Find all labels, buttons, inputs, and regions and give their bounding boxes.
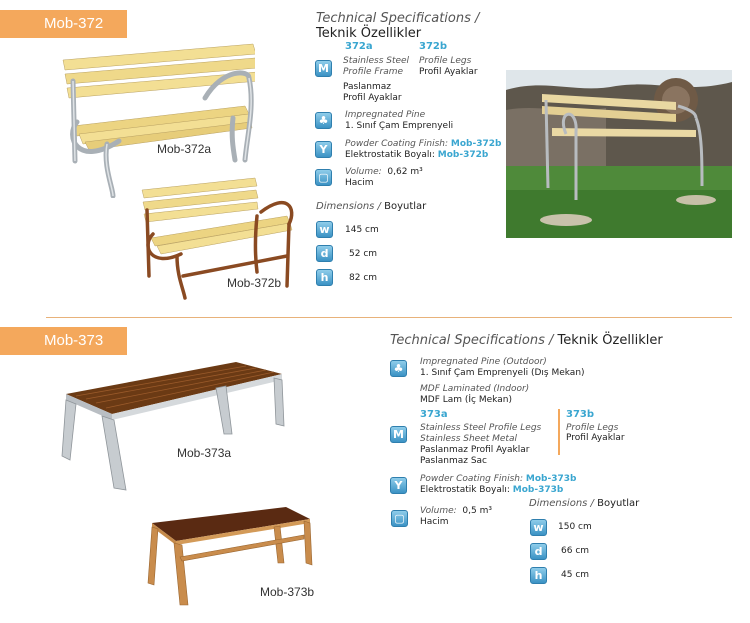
- frame-en-2: Profile Frame: [343, 67, 404, 77]
- powder-en: Powder Coating Finish:: [345, 139, 449, 149]
- steel-en-2: Stainless Sheet Metal: [420, 434, 517, 444]
- bench-372b-label: Mob-372b: [227, 276, 282, 290]
- volume-373-en: Volume:: [420, 506, 457, 516]
- dims-heading: [316, 201, 426, 213]
- powder-373-en-line: [420, 474, 576, 485]
- legs-373-en: Profile Legs: [566, 423, 619, 433]
- pine-en: Impregnated Pine: [345, 110, 426, 120]
- powder-373-tr: Elektrostatik Boyalı:: [420, 485, 510, 495]
- section-separator: [46, 317, 732, 318]
- mdf-en: MDF Laminated (Indoor): [420, 384, 530, 394]
- col-372a: 372a: [345, 41, 373, 52]
- volume-373-line: [420, 506, 492, 517]
- spec-heading-en: Technical Specifications /: [316, 11, 480, 26]
- pine-tree-icon: ♣: [315, 112, 332, 129]
- powder-code-2: Mob-372b: [437, 150, 489, 160]
- pine-373-tr: 1. Sınıf Çam Emprenyeli (Dış Mekan): [420, 368, 585, 378]
- bench-372a-image: [55, 36, 255, 198]
- powder-en-line: [345, 139, 501, 150]
- frame-icon: M: [390, 426, 407, 443]
- spec-heading-373-en: Technical Specifications /: [390, 333, 554, 348]
- depth-icon: d: [530, 543, 547, 560]
- powder-tr-line: [345, 150, 488, 161]
- bench-372-outdoor-photo: [506, 70, 732, 238]
- dims-373-heading: [529, 498, 639, 510]
- col-372b: 372b: [419, 41, 448, 52]
- height-373-value: 45 cm: [561, 570, 590, 580]
- powder-373-en: Powder Coating Finish:: [420, 474, 524, 484]
- pine-tree-icon: ♣: [390, 360, 407, 377]
- frame-en: Stainless Steel: [343, 56, 410, 66]
- spec-heading-373-tr: Teknik Özellikler: [557, 333, 663, 348]
- width-373-value: 150 cm: [558, 522, 592, 532]
- legs-tr: Profil Ayaklar: [419, 67, 478, 77]
- frame-icon: M: [315, 60, 332, 77]
- steel-tr: Paslanmaz Profil Ayaklar: [420, 445, 530, 455]
- depth-value: 52 cm: [349, 249, 378, 259]
- mdf-tr: MDF Lam (İç Mekan): [420, 395, 512, 405]
- height-value: 82 cm: [349, 273, 378, 283]
- powder-373-tr-line: [420, 485, 563, 496]
- width-icon: w: [530, 519, 547, 536]
- dims-tr: Boyutlar: [384, 201, 427, 212]
- pine-tr: 1. Sınıf Çam Emprenyeli: [345, 121, 454, 131]
- volume-373-tr: Hacim: [420, 517, 449, 527]
- col-373a: 373a: [420, 409, 448, 420]
- col-373b: 373b: [566, 409, 595, 420]
- depth-373-value: 66 cm: [561, 546, 590, 556]
- legs-en: Profile Legs: [419, 56, 472, 66]
- powder-373-code-1: Mob-373b: [525, 474, 577, 484]
- volume-en: Volume:: [345, 167, 382, 177]
- spec-heading-373: [390, 333, 663, 348]
- depth-icon: d: [316, 245, 333, 262]
- table-373a-label: Mob-373a: [177, 446, 232, 460]
- powder-tr: Elektrostatik Boyalı:: [345, 150, 435, 160]
- spec-heading-tr: Teknik Özellikler: [316, 26, 422, 41]
- legs-373-tr: Profil Ayaklar: [566, 433, 625, 443]
- table-373a-image: [56, 356, 288, 498]
- dims-en: Dimensions /: [316, 201, 381, 212]
- steel-tr-2: Paslanmaz Sac: [420, 456, 487, 466]
- product-tag-373: Mob-373: [0, 327, 127, 355]
- width-icon: w: [316, 221, 333, 238]
- volume-box-icon: ▢: [315, 169, 332, 186]
- height-icon: h: [530, 567, 547, 584]
- volume-box-icon: ▢: [391, 510, 408, 527]
- column-divider: [558, 409, 560, 455]
- frame-tr: Paslanmaz: [343, 82, 391, 92]
- volume-value: 0,62 m³: [387, 167, 423, 177]
- volume-tr: Hacim: [345, 178, 374, 188]
- frame-tr-2: Profil Ayaklar: [343, 93, 402, 103]
- dims-373-tr: Boyutlar: [597, 498, 640, 509]
- powder-coating-icon: Y: [390, 477, 407, 494]
- powder-373-code-2: Mob-373b: [512, 485, 564, 495]
- table-373b-label: Mob-373b: [260, 585, 315, 599]
- pine-373-en: Impregnated Pine (Outdoor): [420, 357, 547, 367]
- steel-en: Stainless Steel Profile Legs: [420, 423, 542, 433]
- width-value: 145 cm: [345, 225, 379, 235]
- height-icon: h: [316, 269, 333, 286]
- product-tag-372: Mob-372: [0, 10, 127, 38]
- powder-code-1: Mob-372b: [450, 139, 502, 149]
- bench-372a-label: Mob-372a: [157, 142, 212, 156]
- volume-line: [345, 167, 423, 178]
- dims-373-en: Dimensions /: [529, 498, 594, 509]
- powder-coating-icon: Y: [315, 141, 332, 158]
- volume-373-value: 0,5 m³: [462, 506, 492, 516]
